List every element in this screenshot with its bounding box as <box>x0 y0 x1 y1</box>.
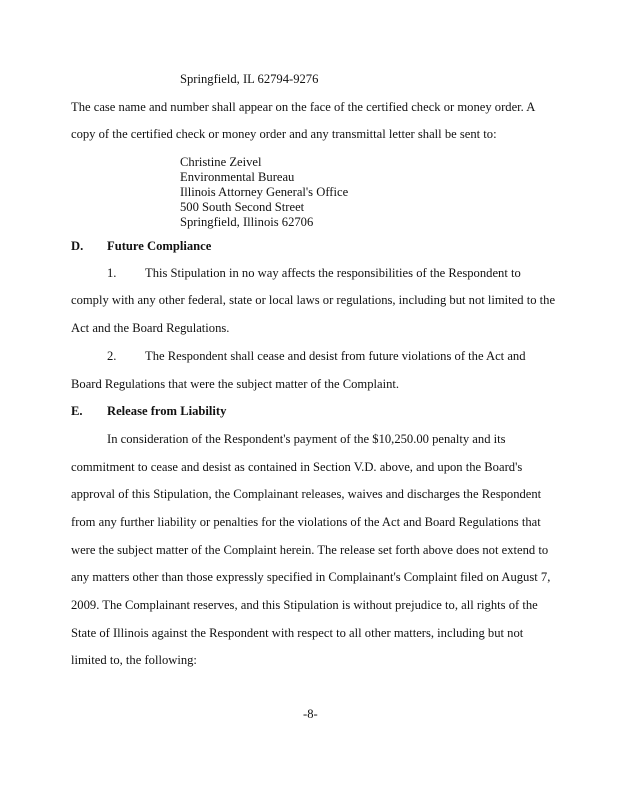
section-d-letter: D. <box>71 239 84 253</box>
section-e-line: approval of this Stipulation, the Complainant releases, waives and discharges the Respondent <box>71 487 542 501</box>
recipient-office: Illinois Attorney General's Office <box>180 185 349 199</box>
section-d-p2-number: 2. <box>107 349 117 363</box>
page-number: -8- <box>303 707 318 721</box>
section-e-line: In consideration of the Respondent's payment of the $10,250.00 penalty and its <box>107 432 506 446</box>
section-e-line: from any further liability or penalties for the violations of the Act and Board Regulations that <box>71 515 541 529</box>
section-e-letter: E. <box>71 404 83 418</box>
section-d-p1-number: 1. <box>107 266 117 280</box>
section-d-p1-line2: comply with any other federal, state or local laws or regulations, including but not limited to the <box>71 293 556 307</box>
recipient-city: Springfield, Illinois 62706 <box>180 215 314 229</box>
section-e-line: commitment to cease and desist as contained in Section V.D. above, and upon the Board's <box>71 460 523 474</box>
recipient-bureau: Environmental Bureau <box>180 170 295 184</box>
section-e-title: Release from Liability <box>107 404 227 418</box>
section-d-p2-line2: Board Regulations that were the subject matter of the Complaint. <box>71 377 400 391</box>
section-d-p1-line1: This Stipulation in no way affects the responsibilities of the Respondent to <box>145 266 521 280</box>
recipient-name: Christine Zeivel <box>180 155 262 169</box>
section-e-line: 2009. The Complainant reserves, and this Stipulation is without prejudice to, all rights of the <box>71 598 538 612</box>
section-e-line: State of Illinois against the Respondent with respect to all other matters, including but not <box>71 626 524 640</box>
section-d-p1-line3: Act and the Board Regulations. <box>71 321 230 335</box>
recipient-street: 500 South Second Street <box>180 200 305 214</box>
section-e-line: any matters other than those expressly specified in Complainant's Complaint filed on August 7, <box>71 570 551 584</box>
section-d-p2-line1: The Respondent shall cease and desist from future violations of the Act and <box>145 349 526 363</box>
section-e-line: limited to, the following: <box>71 653 197 667</box>
intro-line-2: copy of the certified check or money order and any transmittal letter shall be sent to: <box>71 127 497 141</box>
section-d-title: Future Compliance <box>107 239 212 253</box>
intro-line-1: The case name and number shall appear on the face of the certified check or money order. A <box>71 100 536 114</box>
top-address: Springfield, IL 62794-9276 <box>180 72 319 86</box>
section-e-line: were the subject matter of the Complaint herein. The release set forth above does not extend to <box>71 543 549 557</box>
